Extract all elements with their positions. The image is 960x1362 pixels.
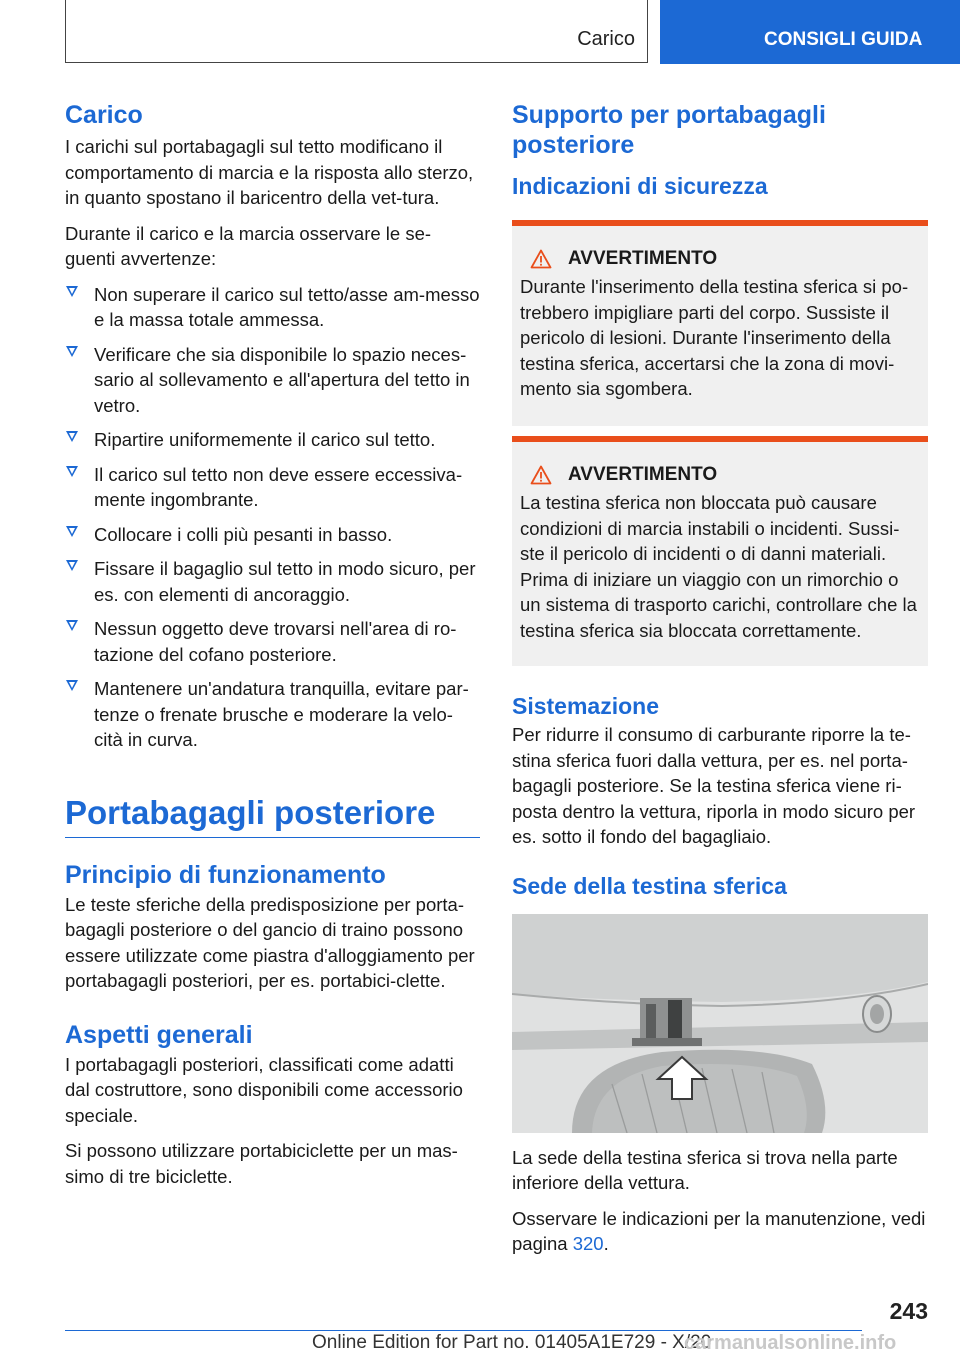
list-item (65, 616, 480, 667)
portabagagli-heading-block (65, 793, 480, 838)
warning-text: La testina sferica non bloccata può causare condizioni di marcia instabili o incidenti. Sussi-ste il pericolo di incidenti o di danni materiali. Prima di iniziare un viaggio con un rimorchio o un sistema di trasporto carichi, controllare che la testina sferica sia bloccata correttamente. (520, 492, 917, 641)
indicazioni-heading: Indicazioni di sicurezza (512, 173, 768, 199)
carico-paragraph-2: Durante il carico e la marcia osservare le se-guenti avvertenze: (65, 222, 432, 269)
carico-paragraph-1: I carichi sul portabagagli sul tetto modificano il comportamento di marcia e la risposta allo sterzo, in quanto spostano il baricentro della vet-tura. (65, 136, 474, 208)
carico-bullet-list (65, 282, 480, 753)
list-item-text: Mantenere un'andatura tranquilla, evitare par-tenze o frenate brusche e moderare la velo-cità in curva. (94, 678, 469, 750)
warning-triangle-icon (530, 249, 552, 269)
page-number: 243 (889, 1298, 928, 1324)
page-reference-link[interactable]: 320 (572, 1233, 604, 1254)
bullet-triangle-icon (66, 620, 78, 631)
right-column (512, 100, 928, 1267)
list-item-text: Fissare il bagaglio sul tetto in modo sicuro, per es. con elementi di ancoraggio. (94, 558, 476, 605)
bullet-triangle-icon (66, 526, 78, 537)
principio-heading: Principio di funzionamento (65, 860, 386, 889)
left-column (65, 100, 480, 1199)
header-chapter-label: CONSIGLI GUIDA (764, 29, 923, 50)
list-item (65, 342, 480, 419)
list-item-text: Nessun oggetto deve trovarsi nell'area di ro-tazione del cofano posteriore. (94, 618, 457, 665)
list-item-text: Collocare i colli più pesanti in basso. (94, 523, 393, 545)
list-item-text: Non superare il carico sul tetto/asse am-messo e la massa totale ammessa. (94, 283, 480, 330)
tow-ball-mount-illustration (512, 914, 928, 1133)
list-item-text: Verificare che sia disponibile lo spazio neces-sario al sollevamento e all'apertura del tetto in vetro. (94, 343, 470, 416)
list-item-text: Il carico sul tetto non deve essere eccessiva-mente ingombrante. (94, 463, 463, 510)
warning-text: Durante l'inserimento della testina sferica si po-trebbero impigliare parti del corpo. Sussiste il pericolo di lesioni. Durante l'inserimento della testina sferica, accertarsi che la zona di movi-mento sia sgombera. (520, 276, 909, 399)
sede-paragraph-1: La sede della testina sferica si trova nella parte inferiore della vettura. (512, 1146, 898, 1193)
header-frame (65, 0, 648, 63)
sistemazione-paragraph: Per ridurre il consumo di carburante riporre la te-stina sferica fuori dalla vettura, per es. nel porta-bagagli posteriore. Se la testina sferica viene ri-posta dentro la vettura, riporla in modo sicuro per es. sotto il fondo del bagagliaio. (512, 724, 916, 847)
portabagagli-heading: Portabagagli posteriore (65, 793, 436, 831)
aspetti-paragraph-1: I portabagagli posteriori, classificati come adatti dal costruttore, sono disponibili come accessorio speciale. (65, 1053, 463, 1126)
aspetti-paragraph-2: Si possono utilizzare portabiciclette per un mas-simo di tre biciclette. (65, 1140, 458, 1187)
bullet-triangle-icon (66, 466, 78, 477)
list-item (65, 427, 480, 453)
list-item (65, 282, 480, 333)
warning-triangle-icon (530, 465, 552, 485)
sede-heading: Sede della testina sferica (512, 872, 787, 899)
bullet-triangle-icon (66, 560, 78, 571)
warning-label: AVVERTIMENTO (568, 248, 718, 269)
list-item-text: Ripartire uniformemente il carico sul tetto. (94, 429, 436, 450)
footer-divider (65, 1330, 862, 1331)
bullet-triangle-icon (66, 286, 78, 297)
bullet-triangle-icon (66, 431, 78, 442)
bullet-triangle-icon (66, 680, 78, 691)
supporto-heading: Supporto per portabagagli posteriore (512, 101, 826, 159)
warning-header (520, 248, 920, 270)
warning-header (520, 464, 920, 486)
aspetti-heading: Aspetti generali (65, 1020, 253, 1049)
warning-label: AVVERTIMENTO (568, 464, 718, 485)
list-item (65, 556, 480, 607)
sistemazione-heading: Sistemazione (512, 693, 659, 719)
watermark: carmanualsonline.info (684, 1332, 897, 1354)
sede-paragraph-2-text: Osservare le indicazioni per la manutenzione, vedi pagina (512, 1207, 926, 1254)
sede-paragraph-2-suffix: . (603, 1233, 609, 1254)
list-item (65, 522, 480, 548)
sede-paragraph-2 (512, 1206, 928, 1257)
warning-box-2 (512, 436, 928, 666)
bullet-triangle-icon (66, 346, 78, 357)
carico-heading: Carico (65, 101, 143, 129)
header-section-title: Carico (577, 28, 635, 50)
warning-box-1 (512, 220, 928, 426)
header-chapter-tab[interactable] (660, 0, 960, 64)
footer-edition: Online Edition for Part no. 01405A1E729 - X/20 (312, 1332, 712, 1353)
list-item (65, 676, 480, 753)
principio-paragraph: Le teste sferiche della predisposizione per porta-bagagli posteriore o del gancio di traino possono essere utilizzate come piastra d'alloggiamento per portabagagli posteriori, per es. portabici-clette. (65, 893, 475, 991)
list-item (65, 462, 480, 513)
